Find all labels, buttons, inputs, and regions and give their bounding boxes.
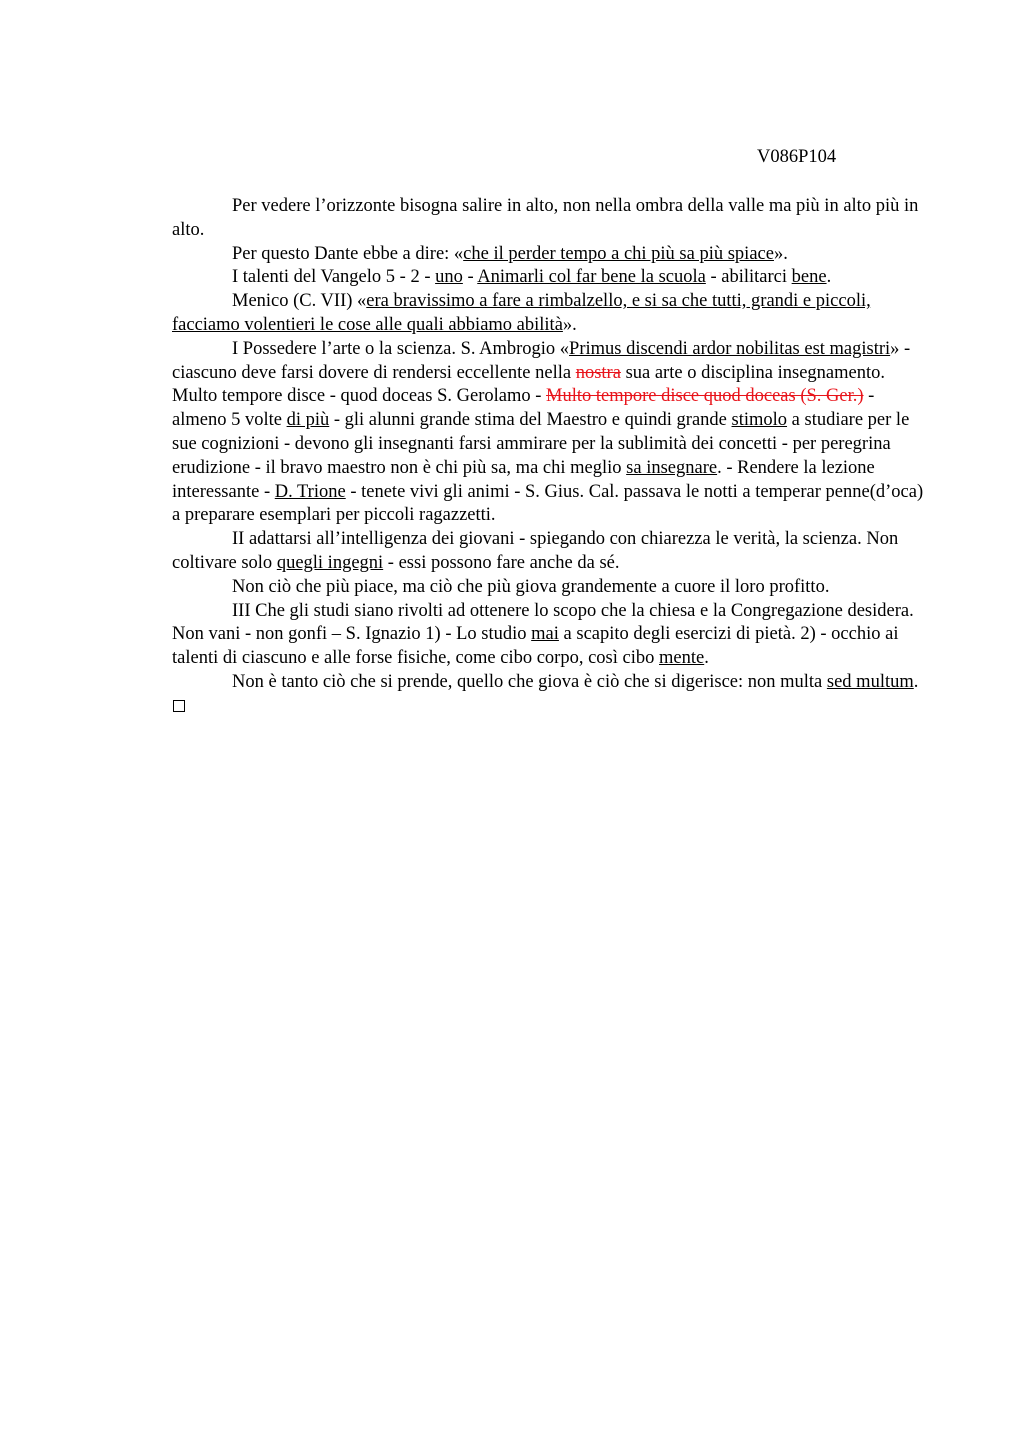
underlined-text: uno	[435, 267, 463, 288]
text-segment: III Che gli studi siano rivolti ad ottenere lo scopo che la chiesa e la Congregazione desidera. Non vani - non gonfi – S. Ignazio 1) - Lo studio	[172, 600, 914, 645]
underlined-text: sed multum	[826, 671, 914, 692]
text-segment: . - Rendere la lezione interessante -	[172, 457, 875, 502]
text-segment: Per questo Dante ebbe a dire: «	[232, 243, 464, 264]
underlined-text: quegli ingegni	[276, 552, 384, 573]
text-segment: ».	[562, 314, 577, 335]
underlined-text: sa insegnare	[626, 457, 718, 478]
underlined-text: di più	[286, 410, 330, 431]
underlined-text: bene	[791, 267, 827, 288]
text-segment: - gli alunni grande stima del Maestro e quindi grande	[329, 410, 732, 431]
text-segment: Menico (C. VII) «	[232, 291, 367, 312]
underlined-text: Animarli col far bene la scuola	[477, 267, 706, 288]
document-body	[172, 195, 932, 720]
text-segment: - essi possono fare anche da sé.	[383, 552, 620, 573]
underlined-text: mai	[531, 624, 559, 645]
underlined-text: stimolo	[731, 410, 788, 431]
deleted-text: nostra	[575, 362, 621, 383]
text-segment: -	[462, 267, 478, 288]
text-segment: I talenti del Vangelo 5 - 2 -	[232, 267, 436, 288]
underlined-text: Primus discendi ardor nobilitas est magistri	[569, 338, 891, 359]
paragraph	[172, 576, 932, 600]
underlined-text: che il perder tempo a chi più sa più spiace	[463, 243, 774, 264]
paragraph	[172, 600, 932, 671]
text-segment: a studiare per le sue cognizioni - devono gli insegnanti farsi ammirare per la sublimità dei concetti - per peregrina erudizione - il bravo maestro non è chi più sa, ma chi meglio	[172, 410, 910, 478]
text-segment: - abilitarci	[705, 267, 792, 288]
text-segment: II adattarsi all’intelligenza dei giovani - spiegando con chiarezza le verità, la scienza. Non coltivare solo	[172, 529, 899, 573]
paragraph	[172, 290, 932, 338]
end-box-icon	[173, 700, 185, 712]
paragraph	[172, 195, 932, 243]
text-segment: Non è tanto ciò che si prende, quello che giova è ciò che si digerisce: non multa	[232, 671, 827, 692]
text-segment: » - ciascuno deve farsi dovere di rendersi eccellente nella	[172, 338, 911, 383]
text-segment: .	[704, 648, 709, 669]
paragraph	[172, 266, 932, 290]
text-segment: - tenete vivi gli animi - S. Gius. Cal. passava le notti a temperar penne(d’oca) a preparare esemplari per piccoli ragazzetti.	[172, 481, 924, 526]
document-id: V086P104	[757, 147, 837, 167]
text-segment: sua arte o disciplina insegnamento. Multo tempore disce - quod doceas S. Gerolamo -	[172, 362, 886, 407]
deleted-text: Multo tempore disce quod doceas (S. Ger.)	[546, 386, 864, 407]
paragraph	[172, 338, 932, 528]
text-segment: - almeno 5 volte	[172, 386, 875, 431]
text-segment: I Possedere l’arte o la scienza. S. Ambrogio «	[232, 338, 570, 359]
paragraph	[172, 528, 932, 576]
text-segment: a scapito degli esercizi di pietà. 2) - occhio ai talenti di ciascuno e alle forse fisiche, come cibo corpo, così cibo	[172, 624, 899, 669]
text-segment: Non ciò che più piace, ma ciò che più giova grandemente a cuore il loro profitto.	[232, 576, 830, 597]
underlined-text: mente	[659, 648, 705, 669]
paragraph	[172, 243, 932, 267]
text-segment: Per vedere l’orizzonte bisogna salire in alto, non nella ombra della valle ma più in alto più in alto.	[172, 196, 919, 240]
paragraph	[172, 671, 932, 695]
text-segment: ».	[773, 243, 788, 264]
text-segment: .	[913, 671, 919, 692]
underlined-text: D. Trione	[274, 481, 346, 502]
text-segment: .	[826, 267, 832, 288]
underlined-text: era bravissimo a fare a rimbalzello, e si sa che tutti, grandi e piccoli, facciamo volentieri le cose alle quali abbiamo abilità	[172, 291, 871, 335]
